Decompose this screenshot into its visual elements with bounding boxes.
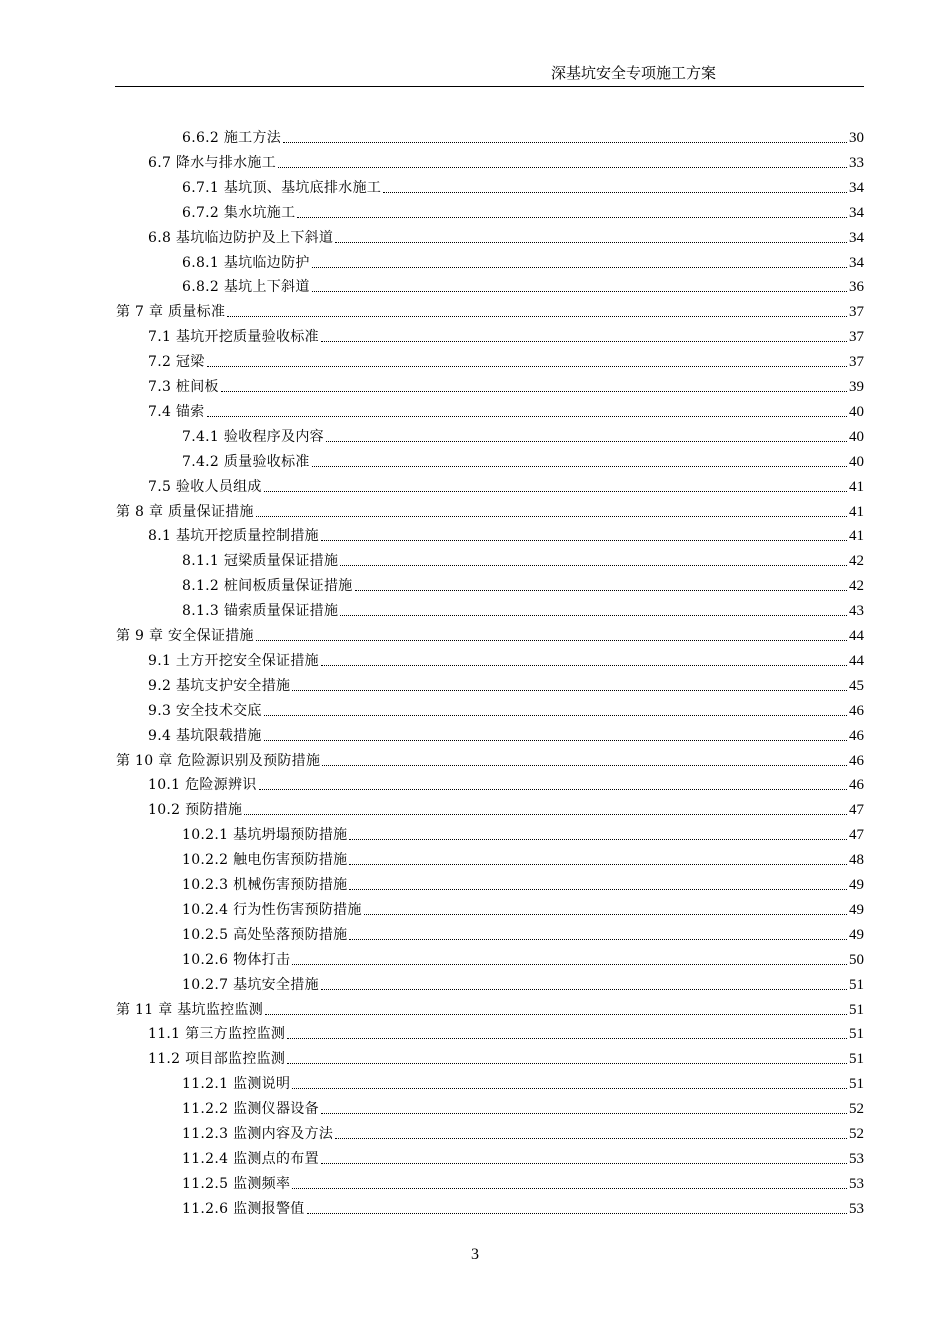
toc-entry-page: 46 [849, 752, 864, 769]
toc-entry-title: 6.7.2 集水坑施工 [182, 204, 296, 221]
dot-leader [259, 789, 847, 790]
toc-entry-title: 第 11 章 基坑监控监测 [116, 1001, 264, 1018]
dot-leader [256, 640, 847, 641]
toc-entry-title: 10.2.2 触电伤害预防措施 [182, 852, 348, 869]
toc-entry[interactable] [182, 971, 864, 995]
toc-entry[interactable] [182, 1170, 864, 1194]
toc-entry-title: 7.1 基坑开挖质量验收标准 [148, 329, 319, 346]
toc-entry-page: 37 [849, 329, 864, 346]
dot-leader [287, 1063, 847, 1064]
toc-entry-title: 10.2.3 机械伤害预防措施 [182, 877, 348, 893]
toc-entry-title: 7.4.2 质量验收标准 [182, 453, 310, 470]
toc-entry[interactable] [148, 796, 864, 820]
dot-leader [264, 491, 847, 492]
dot-leader [278, 167, 847, 168]
dot-leader [207, 416, 847, 417]
toc-entry[interactable] [182, 1195, 864, 1219]
dot-leader [292, 1088, 847, 1089]
toc-entry-page: 49 [849, 877, 864, 893]
toc-entry-page: 51 [849, 1076, 864, 1093]
toc-entry-title: 11.2.6 监测报警值 [182, 1200, 305, 1217]
toc-entry[interactable] [182, 423, 864, 447]
toc-entry-title: 第 7 章 质量标准 [116, 304, 226, 321]
toc-entry-title: 9.4 基坑限载措施 [148, 727, 262, 744]
dot-leader [322, 765, 847, 766]
toc-entry-title: 第 9 章 安全保证措施 [116, 628, 254, 644]
dot-leader [349, 889, 847, 890]
dot-leader [321, 1113, 847, 1114]
toc-entry-title: 6.7 降水与排水施工 [148, 154, 277, 171]
toc-entry[interactable] [148, 647, 864, 671]
toc-entry-title: 6.7.1 基坑顶、基坑底排水施工 [182, 179, 382, 196]
toc-entry-page: 30 [849, 130, 864, 146]
toc-entry[interactable] [148, 722, 864, 746]
toc-entry-page: 47 [849, 802, 864, 819]
dot-leader [312, 267, 847, 268]
toc-entry-title: 10.2.7 基坑安全措施 [182, 976, 319, 993]
toc-entry-title: 8.1.2 桩间板质量保证措施 [182, 578, 353, 595]
toc-entry[interactable] [182, 821, 864, 845]
toc-entry[interactable] [182, 249, 864, 273]
toc-entry-page: 52 [849, 1126, 864, 1142]
toc-entry[interactable] [182, 1120, 864, 1144]
dot-leader [292, 690, 847, 691]
toc-entry-title: 11.1 第三方监控监测 [148, 1026, 286, 1043]
toc-entry-page: 41 [849, 528, 864, 545]
toc-entry[interactable] [182, 846, 864, 870]
toc-entry[interactable] [116, 996, 864, 1020]
toc-entry[interactable] [182, 871, 864, 895]
dot-leader [349, 939, 847, 940]
toc-entry-title: 11.2.1 监测说明 [182, 1076, 291, 1093]
toc-entry-title: 11.2.2 监测仪器设备 [182, 1101, 319, 1118]
toc-entry-page: 51 [849, 1026, 864, 1043]
toc-entry[interactable] [182, 199, 864, 223]
toc-entry[interactable] [182, 124, 864, 148]
dot-leader [340, 615, 847, 616]
toc-entry-page: 52 [849, 1101, 864, 1118]
dot-leader [364, 914, 847, 915]
toc-entry-title: 11.2.3 监测内容及方法 [182, 1126, 334, 1142]
toc-entry-title: 6.6.2 施工方法 [182, 130, 282, 146]
toc-entry[interactable] [148, 149, 864, 173]
document-title: 深基坑安全专项施工方案 [550, 64, 716, 82]
toc-entry[interactable] [148, 1020, 864, 1044]
toc-entry-title: 7.3 桩间板 [148, 379, 219, 395]
toc-entry-page: 51 [849, 1001, 864, 1018]
toc-entry[interactable] [182, 1070, 864, 1094]
toc-entry[interactable] [148, 323, 864, 347]
dot-leader [321, 540, 847, 541]
toc-entry-page: 34 [849, 254, 864, 271]
toc-entry[interactable] [116, 747, 864, 771]
toc-entry-title: 10.2.5 高处坠落预防措施 [182, 926, 348, 943]
dot-leader [340, 565, 847, 566]
toc-entry[interactable] [148, 373, 864, 397]
toc-entry-page: 53 [849, 1200, 864, 1217]
dot-leader [264, 740, 847, 741]
toc-entry-page: 34 [849, 229, 864, 246]
dot-leader [383, 192, 847, 193]
toc-entry-title: 7.2 冠梁 [148, 354, 205, 371]
dot-leader [321, 341, 847, 342]
toc-entry-title: 8.1.3 锚索质量保证措施 [182, 603, 339, 620]
toc-entry-title: 6.8 基坑临边防护及上下斜道 [148, 229, 334, 246]
toc-entry-page: 42 [849, 578, 864, 595]
toc-entry-page: 34 [849, 204, 864, 221]
dot-leader [326, 441, 847, 442]
toc-entry-page: 51 [849, 976, 864, 993]
toc-entry[interactable] [148, 348, 864, 372]
toc-entry-page: 40 [849, 428, 864, 445]
dot-leader [335, 1138, 847, 1139]
toc-entry-page: 47 [849, 827, 864, 844]
toc-entry[interactable] [182, 921, 864, 945]
toc-entry-page: 40 [849, 453, 864, 470]
toc-entry-page: 39 [849, 379, 864, 395]
toc-entry-title: 第 8 章 质量保证措施 [116, 503, 254, 520]
dot-leader [292, 1188, 847, 1189]
toc-entry[interactable] [182, 448, 864, 472]
toc-entry[interactable] [148, 1045, 864, 1069]
dot-leader [265, 1014, 847, 1015]
toc-entry-title: 11.2 项目部监控监测 [148, 1051, 286, 1068]
toc-entry-page: 46 [849, 727, 864, 744]
dot-leader [349, 864, 847, 865]
dot-leader [321, 665, 847, 666]
toc-entry-page: 49 [849, 901, 864, 918]
toc-entry-page: 33 [849, 154, 864, 171]
dot-leader [355, 590, 847, 591]
toc-entry[interactable] [182, 273, 864, 297]
dot-leader [321, 989, 847, 990]
toc-entry-page: 37 [849, 354, 864, 371]
dot-leader [335, 242, 847, 243]
toc-entry[interactable] [148, 672, 864, 696]
dot-leader [297, 217, 847, 218]
toc-entry-title: 第 10 章 危险源识别及预防措施 [116, 752, 321, 769]
dot-leader [283, 142, 847, 143]
toc-entry[interactable] [182, 946, 864, 970]
dot-leader [227, 316, 847, 317]
dot-leader [349, 839, 847, 840]
toc-entry-title: 10.1 危险源辨识 [148, 777, 257, 794]
dot-leader [312, 291, 847, 292]
toc-entry-page: 37 [849, 304, 864, 321]
toc-entry[interactable] [148, 522, 864, 546]
dot-leader [221, 391, 847, 392]
toc-entry[interactable] [148, 224, 864, 248]
dot-leader [292, 964, 847, 965]
toc-entry[interactable] [182, 572, 864, 596]
toc-entry-title: 8.1.1 冠梁质量保证措施 [182, 553, 339, 570]
toc-entry-page: 41 [849, 503, 864, 520]
toc-entry-page: 42 [849, 553, 864, 570]
toc-entry-title: 6.8.2 基坑上下斜道 [182, 279, 310, 296]
toc-entry-page: 53 [849, 1150, 864, 1167]
toc-entry-title: 9.2 基坑支护安全措施 [148, 677, 291, 694]
toc-entry-page: 34 [849, 179, 864, 196]
toc-entry[interactable] [148, 398, 864, 422]
toc-entry-title: 10.2.1 基坑坍塌预防措施 [182, 827, 348, 844]
toc-entry-page: 46 [849, 777, 864, 794]
toc-entry-page: 41 [849, 478, 864, 495]
toc-entry-page: 53 [849, 1175, 864, 1192]
toc-entry-page: 43 [849, 603, 864, 620]
toc-entry-page: 36 [849, 279, 864, 296]
toc-entry-page: 45 [849, 677, 864, 694]
toc-entry-title: 10.2.6 物体打击 [182, 951, 291, 968]
page-number: 3 [471, 1246, 479, 1263]
toc-entry[interactable] [182, 547, 864, 571]
toc-entry[interactable] [148, 771, 864, 795]
toc-entry-title: 7.4 锚索 [148, 403, 205, 420]
toc-entry-page: 44 [849, 652, 864, 669]
dot-leader [321, 1163, 847, 1164]
toc-entry[interactable] [182, 1145, 864, 1169]
toc-entry[interactable] [148, 697, 864, 721]
toc-entry-title: 11.2.5 监测频率 [182, 1175, 291, 1192]
toc-entry[interactable] [116, 298, 864, 322]
dot-leader [207, 366, 847, 367]
page-header [115, 62, 864, 87]
toc-entry-page: 50 [849, 951, 864, 968]
toc-entry-title: 6.8.1 基坑临边防护 [182, 254, 310, 271]
toc-entry[interactable] [182, 174, 864, 198]
toc-entry[interactable] [148, 473, 864, 497]
toc-entry-title: 8.1 基坑开挖质量控制措施 [148, 528, 319, 545]
toc-entry-page: 46 [849, 702, 864, 719]
toc-entry-title: 9.3 安全技术交底 [148, 702, 262, 719]
toc-entry-title: 10.2.4 行为性伤害预防措施 [182, 901, 362, 918]
toc-entry-page: 40 [849, 403, 864, 420]
toc-entry[interactable] [116, 622, 864, 646]
toc-entry-title: 9.1 土方开挖安全保证措施 [148, 652, 319, 669]
dot-leader [256, 516, 847, 517]
toc-entry-title: 11.2.4 监测点的布置 [182, 1150, 319, 1167]
toc-entry-page: 49 [849, 926, 864, 943]
toc-entry[interactable] [182, 896, 864, 920]
toc-entry-page: 51 [849, 1051, 864, 1068]
dot-leader [312, 466, 847, 467]
toc-entry-title: 7.4.1 验收程序及内容 [182, 428, 324, 445]
toc-entry[interactable] [182, 1095, 864, 1119]
toc-entry-title: 7.5 验收人员组成 [148, 478, 262, 495]
toc-entry-page: 48 [849, 852, 864, 869]
toc-entry-page: 44 [849, 628, 864, 644]
dot-leader [287, 1038, 847, 1039]
toc-entry[interactable] [182, 597, 864, 621]
toc-entry[interactable] [116, 498, 864, 522]
dot-leader [307, 1213, 847, 1214]
dot-leader [264, 715, 847, 716]
toc-entry-title: 10.2 预防措施 [148, 802, 243, 819]
dot-leader [244, 814, 847, 815]
